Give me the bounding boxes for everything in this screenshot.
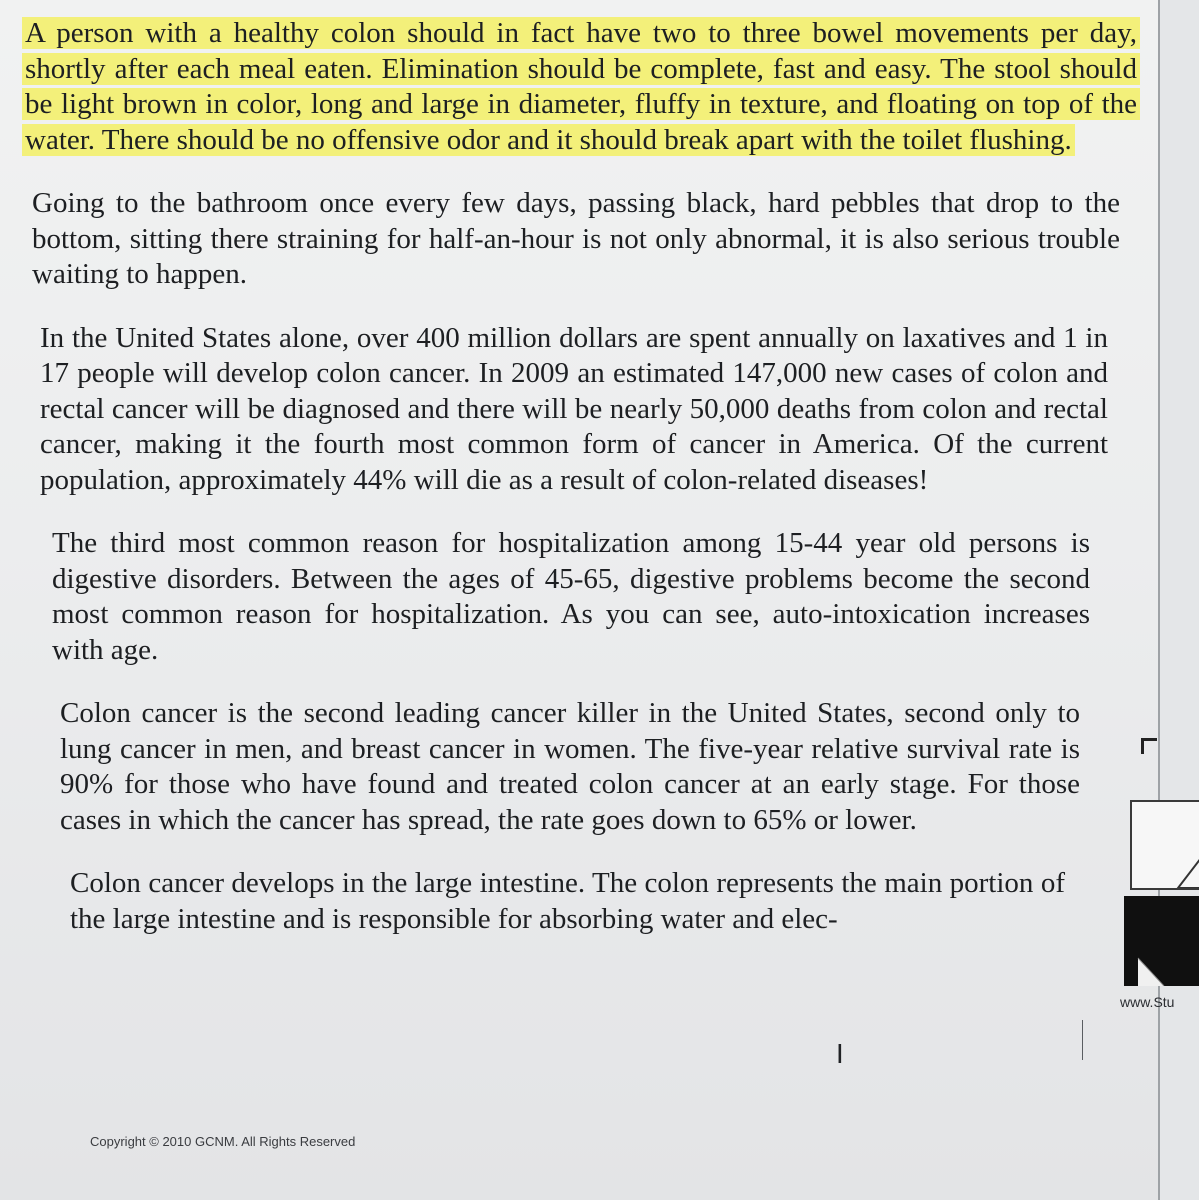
folded-corner-icon — [1132, 802, 1199, 890]
page-thumbnail[interactable] — [1130, 800, 1199, 890]
paragraph-3: In the United States alone, over 400 million dollars are spent annually on laxatives and 1 in 17 people will develop colon cancer. In 2009 an estimated 147,000 new cases of colon and rectal cancer will be diagnosed and there will be nearly 50,000 deaths from colon and rectal cancer, making it the fourth most common form of cancer in America. Of the current population, approximately 44% will die as a result of colon-related diseases! — [40, 321, 1108, 496]
copyright-footer: Copyright © 2010 GCNM. All Rights Reserved — [90, 1134, 356, 1149]
page-edge-divider — [1158, 0, 1160, 1200]
text-cursor-icon: I — [836, 1040, 844, 1070]
page-thumbnail-dark[interactable] — [1124, 896, 1199, 986]
paragraph-1 — [22, 16, 1140, 158]
crop-corner-icon — [1141, 738, 1157, 754]
paragraph-6: Colon cancer develops in the large intestine. The colon represents the main portion of the large intestine and is responsible for absorbing water and elec- — [70, 867, 1065, 935]
document-body — [22, 16, 1140, 937]
paragraph-5: Colon cancer is the second leading cancer killer in the United States, second only to lung cancer in men, and breast cancer in women. The five-year relative survival rate is 90% for those who have found and treated colon cancer at an early stage. For those cases in which the cancer has spread, the rate goes down to 65% or lower. — [60, 697, 1080, 836]
paragraph-2: Going to the bathroom once every few days, passing black, hard pebbles that drop to the bottom, sitting there straining for half-an-hour is not only abnormal, it is also serious trouble waiting to happen. — [32, 187, 1120, 290]
paragraph-4: The third most common reason for hospitalization among 15-44 year old persons is digestive disorders. Between the ages of 45-65, digestive problems become the second most common reason for hospitalization. As you can see, auto-intoxication increases with age. — [52, 527, 1090, 666]
folded-corner-icon — [1124, 896, 1199, 986]
highlighted-text: A person with a healthy colon should in fact have two to three bowel movements per day, shortly after each meal eaten. Elimination should be complete, fast and easy. The stool should be light brown in color, long and large in diameter, fluffy in texture, and floating on top of the water. There should be no offensive odor and it should break apart with the toilet flushing. — [22, 17, 1140, 156]
sidebar-url-text: www.Stu — [1120, 994, 1175, 1010]
margin-rule — [1082, 1020, 1083, 1060]
